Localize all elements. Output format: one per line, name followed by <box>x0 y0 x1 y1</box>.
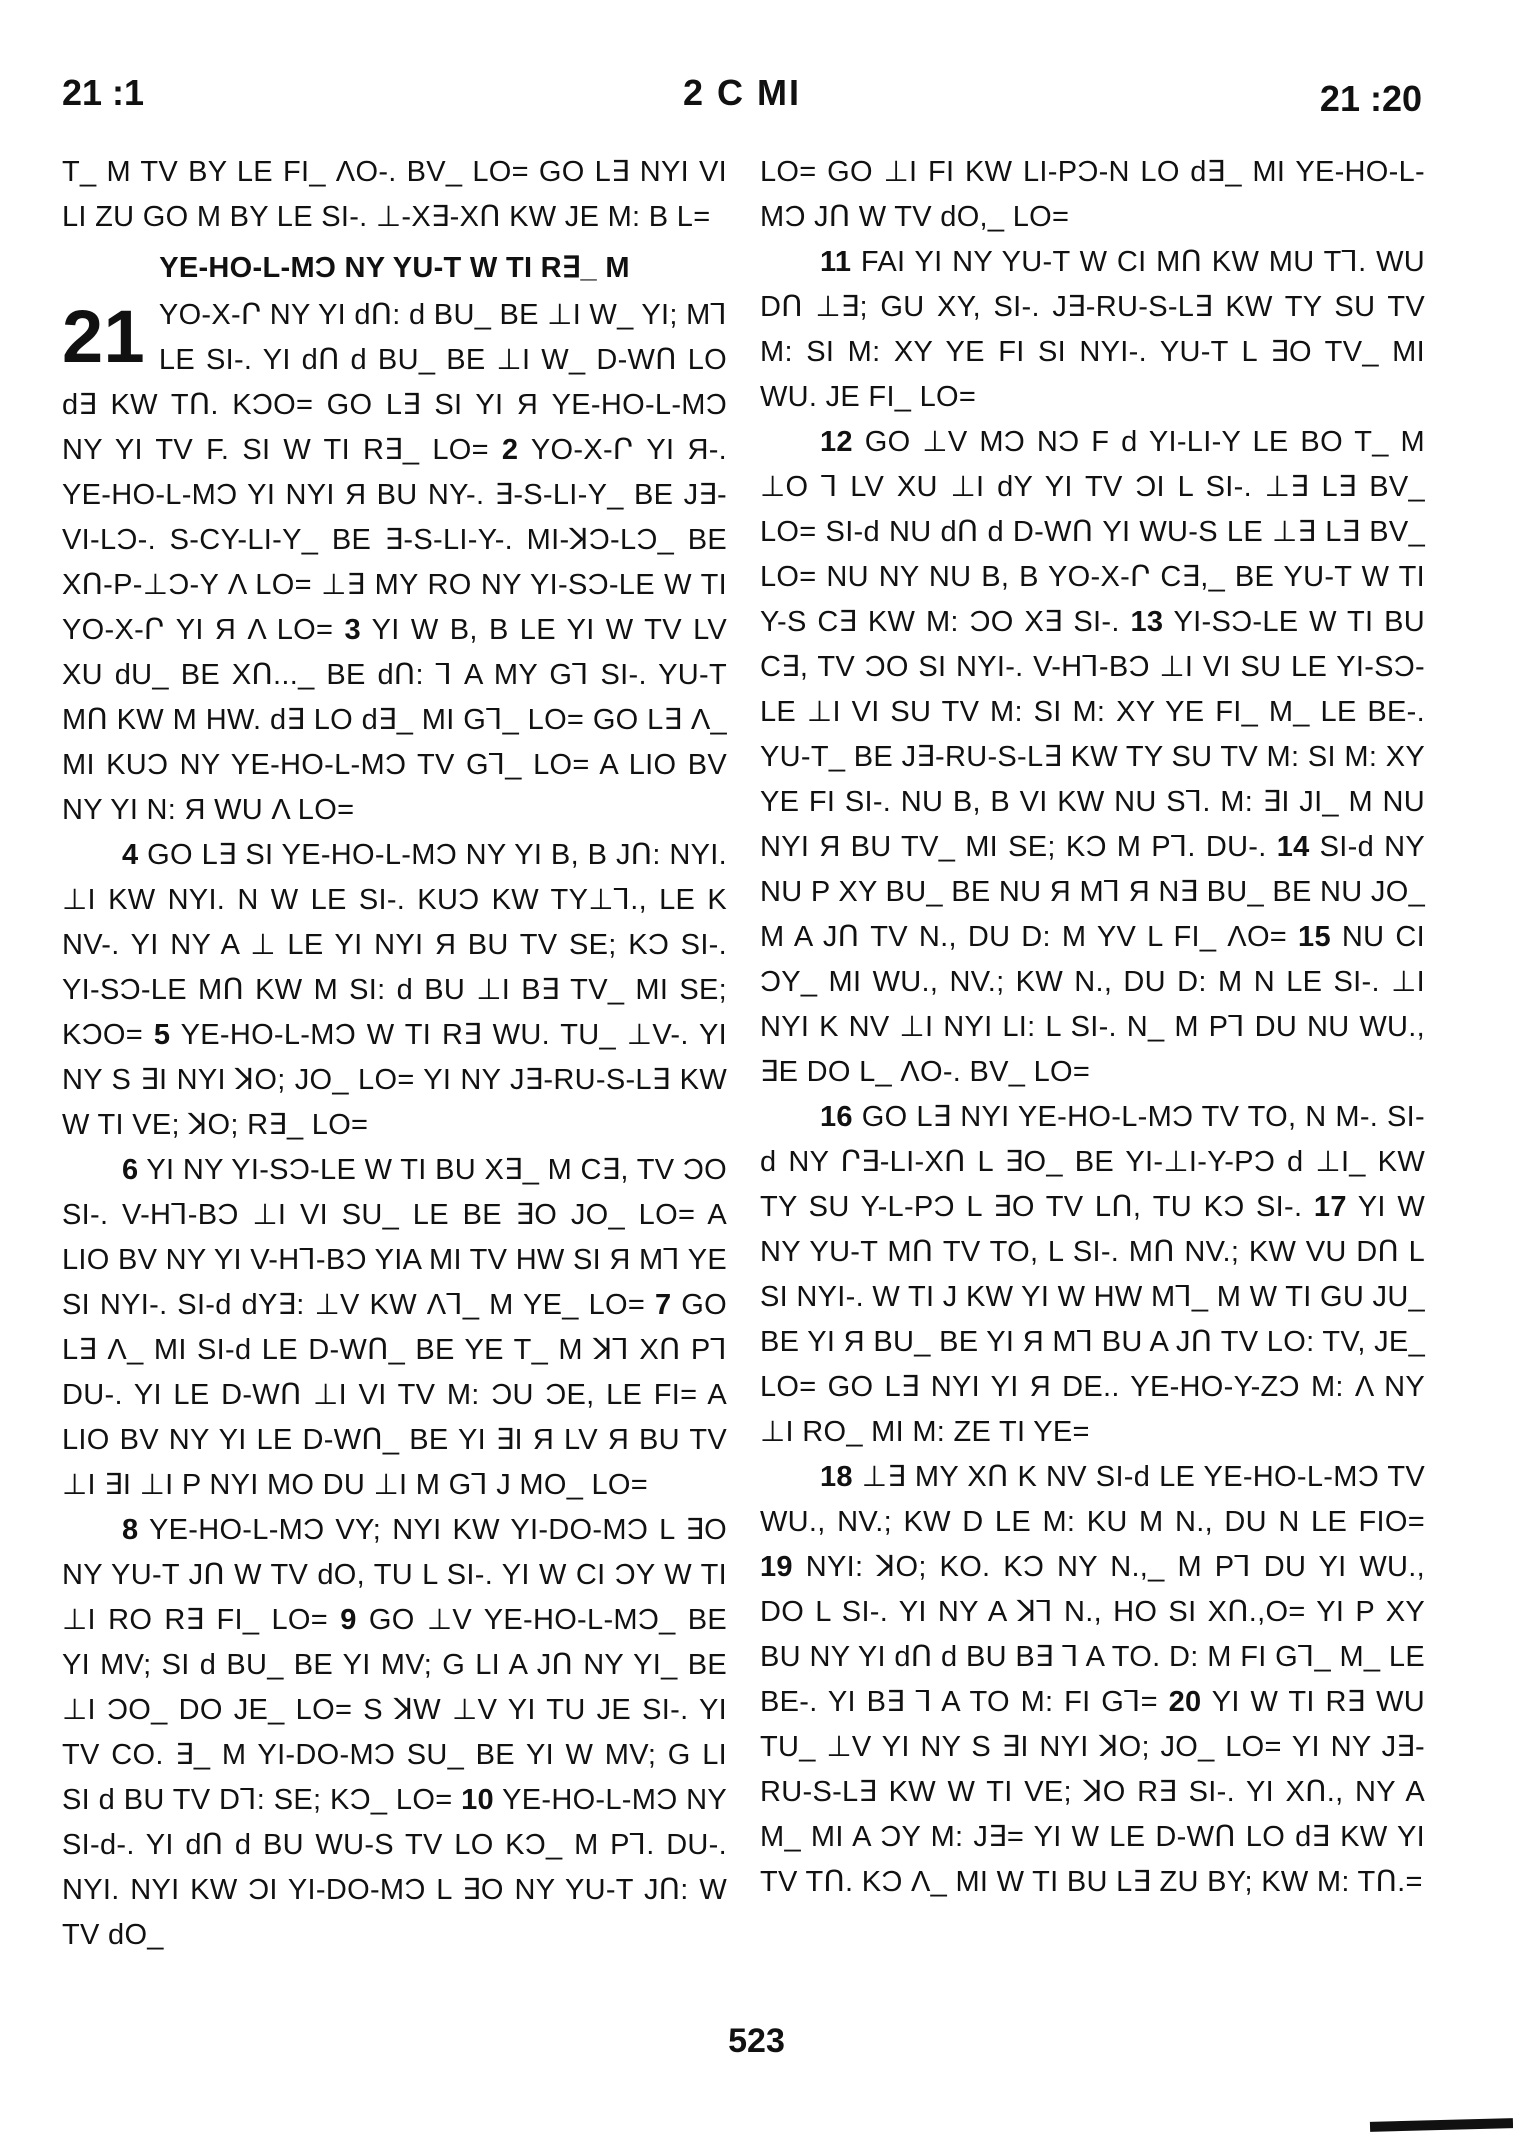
verse-number: 11 <box>820 246 852 278</box>
verse-text: YI W NY YU-T MՈ TV TO, L SI-. MՈ NV.; KW VU DՈ L SI NYI-. W TI J KW YI W HW M⅂_ M W TI GU JU_ BE YI Я BU_ BE YI Я M⅂ BU A JՈ TV LO: TV, JE_ LO= GO L∃ NYI YI Я DE.. YE-HO-Y-ZƆ M: Λ NY ⊥I RO_ MI M: ZE TI YE= <box>760 1191 1425 1448</box>
verse-text: ⊥∃ MY XՈ K NV SI-d LE YE-HO-L-MƆ TV WU., NV.; KW D LE M: KU M N., DU N LE FIO= <box>760 1461 1425 1538</box>
verse-text: GO L∃ Λ_ MI SI-d LE D-WՈ_ BE YE T_ M ꓘ⅂ XՈ P⅂ DU-. YI LE D-WՈ ⊥I VI TV M: ƆU ƆE, LE FI= A LIO BV NY YI LE D-WՈ_ BE YI ∃I Я LV Я BU TV ⊥I ∃I ⊥I P NYI MO DU ⊥I M G⅂ J MO_ LO= <box>62 1289 727 1501</box>
paragraph <box>62 293 727 833</box>
verse-text: GO ⊥V YE-HO-L-MƆ_ BE YI MV; SI d BU_ BE YI MV; G LI A JՈ NY YI_ BE ⊥I ƆO_ DO JE_ LO= S ꓘW ⊥V YI TU JE SI-. YI TV CO. ∃_ M YI-DO-MƆ SU_ BE YI W MV; G LI SI d BU TV D⅂: SE; KƆ_ LO= <box>62 1604 728 1816</box>
verse-text: YO-X-Ր NY YI dՈ: d BU_ BE ⊥I W_ YI; M⅂ LE SI-. YI dՈ d BU_ BE ⊥I W_ D-WՈ LO d∃ KW TՈ. KƆO= GO L∃ SI YI Я YE-HO-L-MƆ NY YI TV F. SI W TI R∃_ LO= <box>62 299 727 466</box>
paragraph: LO= GO ⊥I FI KW LI-PƆ-N LO d∃_ MI YE-HO-L-MƆ JՈ W TV dO,_ LO= <box>760 156 1425 233</box>
verse-number: 16 <box>820 1101 853 1133</box>
verse-number: 15 <box>1298 921 1331 953</box>
verse-text: YI W TI R∃ WU TU_ ⊥V YI NY S ∃I NYI ꓘO; JO_ LO= YI NY J∃-RU-S-L∃ KW W TI VE; ꓘO R∃ SI-. YI XՈ., NY A M_ MI A ƆY M: J∃= YI W LE D-WՈ LO d∃ KW YI TV TՈ. KƆ Λ_ MI W TI BU L∃ ZU BY; KW M: TՈ.= <box>760 1686 1425 1898</box>
section-heading: YE-HO-L-MƆ NY YU-T W TI R∃_ M <box>159 252 630 284</box>
paragraph <box>62 833 727 1148</box>
page-number: 523 <box>728 2022 785 2060</box>
verse-number: 10 <box>461 1784 494 1816</box>
header-right-reference: 21 :20 <box>1319 78 1422 119</box>
verse-text: YI NY YI-SƆ-LE W TI BU X∃_ M C∃, TV ƆO SI-. V-H⅂-BƆ ⊥I VI SU_ LE BE ∃O JO_ LO= A LIO BV NY YI V-H⅂-BƆ YIA MI TV HW SI Я M⅂ YE SI NYI-. SI-d dY∃: ⊥V KW Λ⅂_ M YE_ LO= <box>62 1154 727 1321</box>
verse-text: YI W B, B LE YI W TV LV XU dU_ BE XՈ..._ BE dՈ: ⅂ A MY G⅂ SI-. YU-T MՈ KW M HW. d∃ LO d∃_ MI G⅂_ LO= GO L∃ Λ_ MI KUƆ NY YE-HO-L-MƆ TV G⅂_ LO= A LIO BV NY YI N: Я WU Λ LO= <box>62 614 727 826</box>
page-header <box>62 72 1422 132</box>
verse-text: GO L∃ NYI YE-HO-L-MƆ TV TO, N M-. SI-d NY Ր∃-LI-XՈ L ∃O_ BE YI-⊥I-Y-PƆ d ⊥I_ KW TY SU Y-L-PƆ L ∃O TV LՈ, TU KƆ SI-. <box>760 1101 1425 1223</box>
verse-number: 19 <box>760 1551 793 1583</box>
verse-number: 2 <box>501 434 519 466</box>
verse-text: YE-HO-L-MƆ W TI R∃ WU. TU_ ⊥V-. YI NY S ∃I NYI ꓘO; JO_ LO= YI NY J∃-RU-S-L∃ KW W TI VE; ꓘO; R∃_ LO= <box>62 1019 727 1141</box>
paragraph <box>760 240 1425 420</box>
verse-text: SI-d NY NU P XY BU_ BE NU Я M⅂ Я N∃ BU_ BE NU JO_ M A JՈ TV N., DU D: M YV L FI_ ΛO= <box>760 831 1425 953</box>
verse-number: 7 <box>654 1289 672 1321</box>
verse-number: 14 <box>1276 831 1310 863</box>
scan-edge-mark <box>1370 2118 1513 2132</box>
verse-text: YE-HO-L-MƆ VY; NYI KW YI-DO-MƆ L ∃O NY YU-T JՈ W TV dO, TU L SI-. YI W CI ƆY W TI ⊥I RO R∃ FI_ LO= <box>62 1514 727 1636</box>
paragraph <box>62 1148 727 1508</box>
verse-number: 13 <box>1130 606 1164 638</box>
paragraph <box>760 1095 1425 1455</box>
verse-text: NYI: ꓘO; KO. KƆ NY N.,_ M P⅂ DU YI WU., DO L SI-. YI NY A ꓘ⅂ N., HO SI XՈ.,O= YI P XY BU NY YI dՈ d BU B∃ ⅂ A TO. D: M FI G⅂_ M_ LE BE-. YI B∃ ⅂ A TO M: FI G⅂= <box>760 1551 1426 1718</box>
right-column <box>760 150 1425 1905</box>
header-left-reference: 21 :1 <box>62 72 145 113</box>
paragraph <box>62 1508 727 1958</box>
verse-text: GO ⊥V MƆ NƆ F d YI-LI-Y LE BO T_ M ⊥O ⅂ LV XU ⊥I dY YI TV ƆI L SI-. ⊥∃ L∃ BV_ LO= SI-d NU dՈ d D-WՈ YI WU-S LE ⊥∃ L∃ BV_ LO= NU NY NU B, B YO-X-Ր C∃,_ BE YU-T W TI Y-S C∃ KW M: ƆO X∃ SI-. <box>760 426 1425 638</box>
verse-number: 3 <box>344 614 361 646</box>
verse-text: YO-X-Ր YI Я-. YE-HO-L-MƆ YI NYI Я BU NY-. ∃-S-LI-Y_ BE J∃-VI-LƆ-. S-CY-LI-Y_ BE ∃-S-LI-Y-. MI-ꓘƆ-LƆ_ BE XՈ-P-⊥Ɔ-Y Λ LO= ⊥∃ MY RO NY YI-SƆ-LE W TI YO-X-Ր YI Я Λ LO= <box>62 434 728 646</box>
verse-text: NU CI ƆY_ MI WU., NV.; KW N., DU D: M N LE SI-. ⊥I NYI K NV ⊥I NYI LI: L SI-. N_ M P⅂ DU NU WU., ∃E DO L_ ΛO-. BV_ LO= <box>760 921 1425 1088</box>
verse-number: 9 <box>340 1604 357 1636</box>
chapter-number: 21 <box>62 295 145 378</box>
verse-number: 17 <box>1313 1191 1347 1223</box>
verse-number: 5 <box>153 1019 171 1051</box>
verse-number: 4 <box>122 839 139 871</box>
verse-number: 18 <box>820 1461 853 1493</box>
left-column <box>62 150 727 1958</box>
header-book-title: 2 C MI <box>682 72 801 113</box>
verse-number: 20 <box>1168 1686 1202 1718</box>
verse-number: 12 <box>820 426 853 458</box>
verse-number: 6 <box>122 1154 139 1186</box>
verse-text: GO L∃ SI YE-HO-L-MƆ NY YI B, B JՈ: NYI. ⊥I KW NYI. N W LE SI-. KUƆ KW TY⊥⅂., LE K NV-. YI NY A ⊥ LE YI NYI Я BU TV SE; KƆ SI-. YI-SƆ-LE MՈ KW M SI: d BU ⊥I B∃ TV_ MI SE; KƆO= <box>62 839 727 1051</box>
verse-text: YE-HO-L-MƆ NY SI-d-. YI dՈ d BU WU-S TV LO KƆ_ M P⅂. DU-. NYI. NYI KW ƆI YI-DO-MƆ L ∃O NY YU-T JՈ: W TV dO_ <box>62 1784 727 1951</box>
verse-number: 8 <box>122 1514 139 1546</box>
verse-text: FAI YI NY YU-T W CI MՈ KW MU T⅂. WU DՈ ⊥∃; GU XY, SI-. J∃-RU-S-L∃ KW TY SU TV M: SI M: XY YE FI SI NYI-. YU-T L ∃O TV_ MI WU. JE FI_ LO= <box>760 246 1425 413</box>
paragraph <box>760 1455 1425 1905</box>
paragraph: T_ M TV BY LE FI_ ΛO-. BV_ LO= GO L∃ NYI VI LI ZU GO M BY LE SI-. ⊥-X∃-XՈ KW JE M: B L= <box>62 156 727 233</box>
paragraph <box>760 420 1425 1095</box>
verse-text: YI-SƆ-LE W TI BU C∃, TV ƆO SI NYI-. V-H⅂-BƆ ⊥I VI SU LE YI-SƆ-LE ⊥I VI SU TV M: SI M: XY YE FI_ M_ LE BE-. YU-T_ BE J∃-RU-S-L∃ KW TY SU TV M: SI M: XY YE FI SI-. NU B, B VI KW NU S⅂. M: ∃I JI_ M NU NYI Я BU TV_ MI SE; KƆ M P⅂. DU-. <box>760 606 1426 863</box>
